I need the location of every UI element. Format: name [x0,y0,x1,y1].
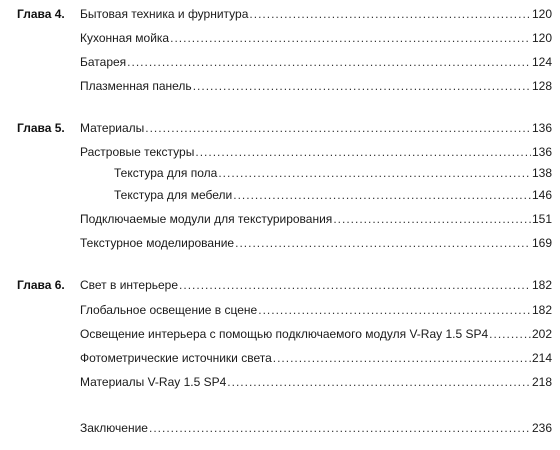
page-number: 120 [531,7,552,21]
toc-entry[interactable] [80,120,552,136]
toc-row-conclusion [0,420,560,436]
page-number: 202 [531,327,552,341]
dot-leader [149,420,531,436]
entry-title: Текстурное моделирование [80,236,235,250]
toc-entry[interactable] [80,277,552,293]
toc-entry[interactable] [80,350,552,366]
dot-leader [489,326,531,342]
dot-leader [195,144,531,160]
toc-row [0,144,560,160]
entry-title: Подключаемые модули для текстурирования [80,212,333,226]
page-number: 182 [531,278,552,292]
toc-row [0,54,560,70]
toc-row-chapter-4 [0,6,560,22]
page-number: 218 [531,375,552,389]
dot-leader [233,187,531,203]
dot-leader [127,54,531,70]
page-number: 146 [531,188,552,202]
entry-title: Кухонная мойка [80,31,170,45]
entry-title: Текстура для пола [114,166,218,180]
entry-title: Фотометрические источники света [80,351,272,365]
toc-row [0,211,560,227]
page-number: 136 [531,145,552,159]
entry-title: Глобальное освещение в сцене [80,303,258,317]
toc-row [0,374,560,390]
entry-title: Растровые текстуры [80,145,195,159]
toc-entry[interactable] [80,235,552,251]
toc-row [0,326,560,342]
entry-title: Плазменная панель [80,79,192,93]
chapter-label: Глава 6. [17,278,65,292]
page-number: 124 [531,55,552,69]
dot-leader [193,78,531,94]
dot-leader [235,235,531,251]
toc-entry[interactable] [80,326,552,342]
dot-leader [273,350,531,366]
toc-row-chapter-5 [0,120,560,136]
chapter-label: Глава 4. [17,7,65,21]
entry-title: Освещение интерьера с помощью подключаемого модуля V-Ray 1.5 SP4 [80,327,489,341]
toc-entry[interactable] [114,165,552,181]
dot-leader [258,302,531,318]
toc-entry[interactable] [80,144,552,160]
entry-title: Текстура для мебели [114,188,233,202]
toc-entry[interactable] [80,78,552,94]
toc-entry[interactable] [80,374,552,390]
toc-entry[interactable] [114,187,552,203]
entry-title: Заключение [80,421,148,435]
page-number: 236 [531,421,552,435]
toc-entry[interactable] [80,54,552,70]
toc-entry[interactable] [80,302,552,318]
page-number: 151 [531,212,552,226]
page-number: 136 [531,121,552,135]
toc-entry[interactable] [80,6,552,22]
page-number: 214 [531,351,552,365]
toc-row [0,165,560,181]
page-number: 182 [531,303,552,317]
dot-leader [333,211,531,227]
entry-title: Материалы [80,121,145,135]
dot-leader [179,277,531,293]
toc-entry[interactable] [80,30,552,46]
chapter-label: Глава 5. [17,121,65,135]
entry-title: Материалы V-Ray 1.5 SP4 [80,375,227,389]
dot-leader [218,165,531,181]
dot-leader [170,30,531,46]
toc-entry[interactable] [80,420,552,436]
toc-row [0,350,560,366]
toc-row [0,235,560,251]
toc-row [0,30,560,46]
entry-title: Бытовая техника и фурнитура [80,7,249,21]
entry-title: Свет в интерьере [80,278,179,292]
dot-leader [145,120,531,136]
entry-title: Батарея [80,55,127,69]
toc-row [0,78,560,94]
page-number: 138 [531,166,552,180]
toc-row-chapter-6 [0,277,560,293]
toc-row [0,187,560,203]
toc-entry[interactable] [80,211,552,227]
toc-row [0,302,560,318]
page-number: 169 [531,236,552,250]
page-number: 128 [531,79,552,93]
dot-leader [249,6,531,22]
page-number: 120 [531,31,552,45]
dot-leader [227,374,531,390]
